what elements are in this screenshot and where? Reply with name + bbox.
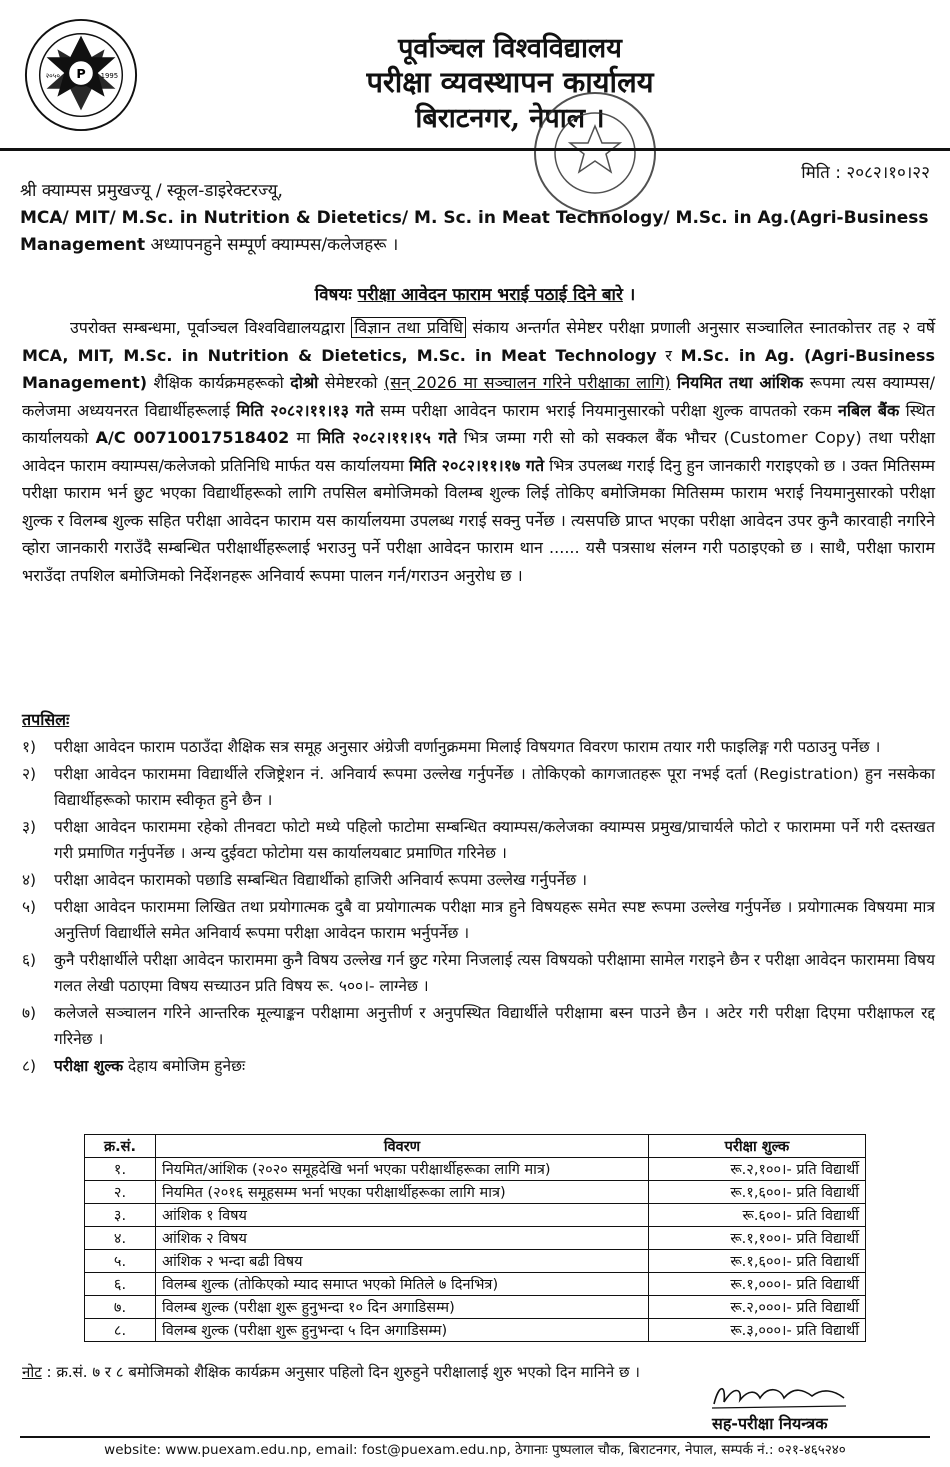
cell-fee: रू.२,०००।- प्रति विद्यार्थी: [649, 1296, 866, 1319]
cell-description: विलम्ब शुल्क (परीक्षा शुरू हुनुभन्दा ५ दिन अगाडिसम्म): [156, 1319, 649, 1342]
list-item: [22, 867, 935, 893]
footer-divider: [20, 1436, 930, 1438]
cell-fee: रू.२,१००।- प्रति विद्यार्थी: [649, 1158, 866, 1181]
body-text: शैक्षिक कार्यक्रमहरूको: [147, 373, 291, 392]
list-item: [22, 894, 935, 946]
body-text: उपरोक्त सम्बन्धमा, पूर्वाञ्चल विश्वविद्यालयद्वारा: [70, 318, 352, 337]
cell-sn: ७.: [85, 1296, 156, 1319]
office-location: बिराटनगर, नेपाल ।: [415, 103, 605, 134]
university-logo-icon: [22, 16, 140, 134]
list-item: [22, 814, 935, 866]
item-number: ७): [22, 1004, 37, 1022]
note-label: नोट: [22, 1363, 42, 1381]
item-number: १): [22, 738, 37, 756]
body-text: रूपमा त्यस क्याम्पस/कलेजमा अध्ययनरत विद्यार्थीहरूलाई: [22, 373, 935, 420]
list-item: [22, 1000, 935, 1052]
table-row: [85, 1181, 866, 1204]
item-text: [54, 1053, 935, 1079]
cell-sn: २.: [85, 1181, 156, 1204]
col-header-sn: क्र.सं.: [85, 1135, 156, 1158]
cell-description: विलम्ब शुल्क (परीक्षा शुरू हुनुभन्दा १० दिन अगाडिसम्म): [156, 1296, 649, 1319]
table-row: [85, 1250, 866, 1273]
deadline-date-2: मिति २०८२।११।१५ गते: [317, 428, 457, 447]
instruction-list: [22, 734, 935, 1080]
svg-text:२०५०: २०५०: [45, 71, 60, 80]
table-row: [85, 1319, 866, 1342]
item-number: ५): [22, 898, 37, 916]
item-number: ८): [22, 1057, 37, 1075]
subject-text: परीक्षा आवेदन फाराम भराई पठाई दिने बारे: [357, 285, 623, 305]
program-agri: M.Sc. in Ag. (Agri-Business Management): [22, 345, 935, 392]
body-paragraph: [22, 314, 935, 589]
item-text: परीक्षा आवेदन फाराममा रहेको तीनवटा फोटो मध्ये पहिलो फाटोमा सम्बन्धित क्याम्पस/कलेजका क्याम्पस प्रमुख/प्राचार्यले फोटो र फाराममा पर्ने गरी दस्तखत गरी प्रमाणित गर्नुपर्नेछ । अन्य दुईवटा फोटोमा यस कार्यालयबाट प्रमाणित गरिनेछ ।: [54, 818, 935, 862]
note-text: : क्र.सं. ७ र ८ बमोजिमको शैक्षिक कार्यक्रम अनुसार पहिलो दिन शुरुहुने परीक्षालाई शुरु भएको दिन मानिने छ ।: [41, 1363, 640, 1381]
footnote: [22, 1362, 640, 1382]
item-text: परीक्षा आवेदन फाराममा लिखित तथा प्रयोगात्मक दुबै वा प्रयोगात्मक परीक्षा मात्र हुने विषयहरू समेत स्पष्ट रूपमा उल्लेख गर्नुपर्नेछ । प्रयोगात्मक विषयमा मात्र अनुत्तिर्ण विद्यार्थीले समेत अनिवार्य रूपमा परीक्षा आवेदन फाराम भर्नुपर्नेछ ।: [54, 898, 935, 942]
account-number: A/C 00710017518402: [95, 428, 290, 447]
list-item: [22, 761, 935, 813]
signatory-title: सह-परीक्षा नियन्त्रक: [712, 1414, 828, 1433]
body-text: भित्र जम्मा गरी सो को सक्कल बैंक भौचर (Customer Copy) तथा परीक्षा आवेदन फाराम क्याम्पस/कलेजको प्रतिनिधि मार्फत यस कार्यालयमा: [22, 428, 935, 475]
item-text: परीक्षा आवेदन फाराम पठाउँदा शैक्षिक सत्र समूह अनुसार अंग्रेजी वर्णानुक्रममा मिलाई विषयगत विवरण फाराम तयार गरी फाइलिङ्ग गरी पठाउनु पर्नेछ ।: [54, 738, 881, 756]
body-text: सेमेष्टरको: [318, 373, 384, 392]
list-item: [22, 734, 935, 760]
subject-line: [0, 282, 950, 305]
letter-body: [22, 314, 935, 589]
footer-contact: website: www.puexam.edu.np, email: fost@puexam.edu.np, ठेगानाः पुष्पलाल चौक, बिराटनगर, नेपाल, सम्पर्क नं.: ०२१-४६५२४०: [104, 1442, 846, 1458]
exam-year-note: (सन् 2026 मा सञ्चालन गरिने परीक्षाका लागि): [383, 373, 671, 392]
cell-sn: ६.: [85, 1273, 156, 1296]
header-divider: [0, 148, 950, 151]
cell-fee: रू.१,१००।- प्रति विद्यार्थी: [649, 1227, 866, 1250]
svg-text:P: P: [76, 66, 86, 82]
office-name: परीक्षा व्यवस्थापन कार्यालय: [366, 65, 654, 99]
cell-sn: ४.: [85, 1227, 156, 1250]
cell-sn: ३.: [85, 1204, 156, 1227]
col-header-description: विवरण: [156, 1135, 649, 1158]
cell-description: नियमित (२०१६ समूहसम्म भर्ना भएका परीक्षार्थीहरूका लागि मात्र): [156, 1181, 649, 1204]
body-text: सम्म परीक्षा आवेदन फाराम भराई नियमानुसारको परीक्षा शुल्क वापतको रकम: [373, 400, 838, 420]
cell-sn: ५.: [85, 1250, 156, 1273]
recipient-programs: [20, 205, 935, 259]
body-text: स्थित कार्यालयको: [22, 400, 935, 447]
item-text: कलेजले सञ्चालन गरिने आन्तरिक मूल्याङ्कन परीक्षामा अनुत्तीर्ण र अनुपस्थित विद्यार्थीले परीक्षामा बस्न पाउने छैन । अटेर गरी परीक्षा दिएमा परीक्षाफल रद्द गरिनेछ ।: [54, 1004, 935, 1048]
details-heading: तपसिलः: [22, 710, 70, 729]
item-number: ३): [22, 818, 37, 836]
signature-icon: [704, 1376, 854, 1416]
cell-fee: रू.१,६००।- प्रति विद्यार्थी: [649, 1250, 866, 1273]
university-name: पूर्वाञ्चल विश्वविद्यालय: [398, 33, 622, 64]
body-text: संकाय अन्तर्गत सेमेष्टर परीक्षा प्रणाली अनुसार सञ्चालित स्नातकोत्तर तह २ वर्षे: [466, 318, 935, 337]
cell-fee: रू.१,६००।- प्रति विद्यार्थी: [649, 1181, 866, 1204]
deadline-date-3: मिति २०८२।११।१७ गते: [409, 455, 545, 475]
cell-description: आंशिक १ विषय: [156, 1204, 649, 1227]
table-row: [85, 1273, 866, 1296]
col-header-fee: परीक्षा शुल्क: [649, 1135, 866, 1158]
exam-fee-label: परीक्षा शुल्क: [54, 1057, 124, 1075]
table-header-row: [85, 1135, 866, 1158]
table-row: [85, 1227, 866, 1250]
cell-sn: ८.: [85, 1319, 156, 1342]
recipient-line: श्री क्याम्पस प्रमुखज्यू / स्कूल-डाइरेक्टरज्यू,: [20, 181, 283, 201]
table-row: [85, 1296, 866, 1319]
semester-bold: दोश्रो: [290, 373, 319, 392]
table-row: [85, 1204, 866, 1227]
cell-description: नियमित/आंशिक (२०२० समूहदेखि भर्ना भएका परीक्षार्थीहरूका लागि मात्र): [156, 1158, 649, 1181]
body-text: भित्र उपलब्ध गराई दिनु हुन जानकारी गराइएको छ । उक्त मितिसम्म परीक्षा फाराम भर्न छुट भएका विद्यार्थीहरूको लागि तपसिल बमोजिमको विलम्ब शुल्क लिई तोकिए बमोजिमका मितिसम्म फाराम भराई नियमानुसारको परीक्षा शुल्क र विलम्ब शुल्क सहित परीक्षा आवेदन फाराम यस कार्यालयमा उपलब्ध गराई सक्नु पर्नेछ । त्यसपछि प्राप्त भएका परीक्षा आवेदन उपर कुनै कारवाही नगरिने व्होरा जानकारी गराउँदै सम्बन्धित परीक्षार्थीहरूलाई भराउनु पर्ने परीक्षा आवेदन फाराम थान ...... यसै पत्रसाथ संलग्न गरी पठाइएको छ । साथै, परीक्षा फाराम भराउँदा तपशिल बमोजिमको निर्देशनहरू अनिवार्य रूपमा पालन गर्न/गराउन अनुरोध छ ।: [22, 455, 935, 585]
letter-date: मिति : २०८२।१०।२२: [801, 163, 930, 183]
cell-description: विलम्ब शुल्क (तोकिएको म्याद समाप्त भएको मितिले ७ दिनभित्र): [156, 1273, 649, 1296]
item-text: कुनै परीक्षार्थीले परीक्षा आवेदन फाराममा कुनै विषय उल्लेख गर्न छुट गरेमा निजलाई त्यस विषयको परीक्षामा सामेल गराइने छैन र परीक्षा आवेदन फाराममा विषय गलत लेखी पठाएमा विषय सच्याउन प्रति विषय रू. ५००।- लाग्नेछ ।: [54, 951, 935, 995]
item-text: परीक्षा आवेदन फारामको पछाडि सम्बन्धित विद्यार्थीको हाजिरी अनिवार्य रूपमा उल्लेख गर्नुपर्नेछ ।: [54, 871, 588, 889]
program-list: MCA/ MIT/ M.Sc. in Nutrition & Dietetics/ M. Sc. in Meat Technology/ M.Sc. in Ag.(Agri-Business Management: [20, 208, 929, 255]
item-number: ६): [22, 951, 37, 969]
body-text: र: [656, 345, 681, 365]
cell-description: आंशिक २ विषय: [156, 1227, 649, 1250]
fee-table: [84, 1134, 866, 1342]
cell-sn: १.: [85, 1158, 156, 1181]
cell-description: आंशिक २ भन्दा बढी विषय: [156, 1250, 649, 1273]
item-text: परीक्षा आवेदन फाराममा विद्यार्थीले रजिष्ट्रेशन नं. अनिवार्य रूपमा उल्लेख गर्नुपर्नेछ । तोकिएको कागजातहरू पूरा नभई दर्ता (Registration) हुन नसकेका विद्यार्थीहरूको फाराम स्वीकृत हुने छैन ।: [54, 765, 935, 809]
cell-fee: रू.६००।- प्रति विद्यार्थी: [649, 1204, 866, 1227]
faculty-name: विज्ञान तथा प्रविधि: [351, 317, 466, 338]
subject-end: ।: [622, 285, 636, 305]
svg-text:1995: 1995: [100, 71, 119, 80]
regular-partial-bold: नियमित तथा आंशिक: [677, 373, 804, 392]
list-item: [22, 947, 935, 999]
item-number: ४): [22, 871, 37, 889]
item-number: २): [22, 765, 37, 783]
recipient-rest: अध्यापनहुने सम्पूर्ण क्याम्पस/कलेजहरू ।: [145, 235, 399, 255]
table-row: [85, 1158, 866, 1181]
item-text-rest: देहाय बमोजिम हुनेछः: [123, 1057, 246, 1075]
deadline-date-1: मिति २०८२।११।१३ गते: [236, 400, 374, 420]
body-text: मा: [289, 428, 318, 447]
cell-fee: रू.३,०००।- प्रति विद्यार्थी: [649, 1319, 866, 1342]
subject-label: विषयः: [314, 285, 352, 305]
recipient-address: [20, 178, 935, 259]
bank-name: नबिल बैंक: [838, 400, 900, 420]
list-item: [22, 1053, 935, 1079]
programs-bold: MCA, MIT, M.Sc. in Nutrition & Dietetics, M.Sc. in Meat Technology: [22, 345, 657, 365]
cell-fee: रू.१,०००।- प्रति विद्यार्थी: [649, 1273, 866, 1296]
